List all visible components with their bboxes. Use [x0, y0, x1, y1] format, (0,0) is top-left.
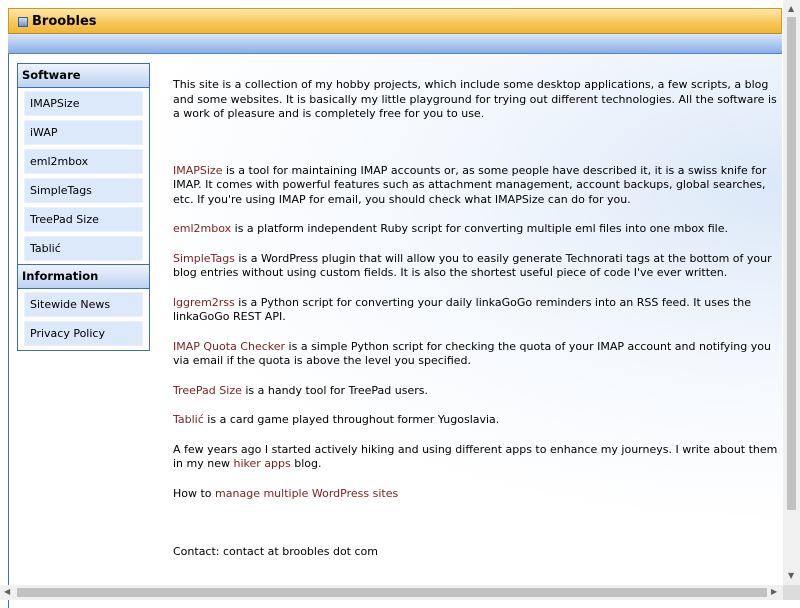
project-description: is a tool for maintaining IMAP accounts or, as some people have described it, it is a swiss knife for IMAP. It comes with powerful features such as attachment management, account backups, global searches, etc. If you're using IMAP for email, you should check what IMAPSize can do for you.: [173, 163, 767, 206]
hiking-paragraph: [173, 443, 785, 472]
project-link[interactable]: Tablić: [173, 413, 204, 426]
project-link[interactable]: IMAPSize: [173, 163, 223, 177]
software-box: [17, 63, 150, 266]
site-title: Broobles: [32, 14, 97, 29]
project-link[interactable]: SimpleTags: [173, 251, 235, 265]
hiking-text-before: A few years ago I started actively hiking and using different apps to enhance my journeys. I write about them in my new: [173, 442, 778, 470]
information-box: [17, 264, 150, 351]
square-bullet-icon: [18, 17, 28, 27]
project-imap-quota-checker: [173, 340, 785, 369]
project-description: is a simple Python script for checking the quota of your IMAP account and notifying you via email if the quota is above the level you specified.: [173, 339, 771, 367]
project-description: is a WordPress plugin that will allow you to easily generate Technorati tags at the bottom of your blog entries without using custom fields. It is also the shortest useful piece of code I've ever written.: [173, 251, 772, 279]
sidebar-item-treepad-size[interactable]: [24, 207, 143, 232]
vertical-scrollbar[interactable]: [783, 0, 800, 585]
sidebar-item-privacy-policy[interactable]: [24, 321, 143, 346]
sidebar-link[interactable]: SimpleTags: [30, 184, 92, 197]
project-tablic: [173, 413, 785, 428]
hiker-apps-link[interactable]: hiker apps: [233, 457, 291, 470]
scroll-down-arrow-icon[interactable]: ▼: [788, 571, 795, 580]
scroll-left-arrow-icon[interactable]: ◀: [4, 587, 11, 596]
project-description: is a handy tool for TreePad users.: [241, 383, 428, 397]
horizontal-scroll-thumb[interactable]: [17, 588, 767, 597]
scrollbar-corner: [783, 585, 800, 600]
sidebar-item-tablic[interactable]: [24, 236, 143, 261]
site-header: [8, 8, 782, 34]
information-heading: Information: [18, 265, 149, 289]
hiking-text-after: blog.: [290, 457, 322, 470]
main-content: [173, 78, 785, 560]
project-eml2mbox: [173, 222, 785, 237]
project-link[interactable]: lggrem2rss: [173, 295, 235, 309]
project-description: is a platform independent Ruby script for converting multiple eml files into one mbox file.: [231, 222, 728, 235]
project-treepad-size: [173, 384, 785, 399]
project-imapsize: [173, 164, 785, 208]
wordpress-paragraph: [173, 487, 785, 502]
project-simpletags: [173, 252, 785, 281]
vertical-scroll-thumb[interactable]: [787, 17, 796, 510]
contact-line: Contact: contact at broobles dot com: [173, 545, 378, 558]
scroll-up-arrow-icon[interactable]: ▲: [788, 4, 795, 13]
intro-paragraph: This site is a collection of my hobby projects, which include some desktop applications, a few scripts, a blog and some websites. It is basically my little playground for trying out different technologies. All the software is a work of pleasure and is completely free for you to use.: [173, 78, 777, 120]
sidebar-item-imapsize[interactable]: [24, 91, 143, 116]
sidebar-link[interactable]: Privacy Policy: [30, 327, 105, 340]
sidebar-link[interactable]: eml2mbox: [30, 155, 89, 168]
sidebar-link[interactable]: Sitewide News: [30, 298, 111, 311]
wordpress-link[interactable]: manage multiple WordPress sites: [215, 486, 399, 500]
nav-bar: [8, 34, 782, 54]
sidebar-link[interactable]: Tablić: [30, 242, 61, 255]
sidebar-item-eml2mbox[interactable]: [24, 149, 143, 174]
sidebar-item-iwap[interactable]: [24, 120, 143, 145]
wordpress-text-before: How to: [173, 486, 216, 500]
sidebar-link[interactable]: TreePad Size: [30, 213, 99, 226]
project-link[interactable]: IMAP Quota Checker: [173, 339, 286, 353]
scroll-right-arrow-icon[interactable]: ▶: [771, 587, 778, 596]
project-link[interactable]: eml2mbox: [173, 222, 232, 235]
sidebar-link[interactable]: iWAP: [30, 126, 58, 139]
sidebar-link[interactable]: IMAPSize: [30, 97, 80, 110]
sidebar-item-sitewide-news[interactable]: [24, 292, 143, 317]
project-link[interactable]: TreePad Size: [173, 383, 242, 397]
horizontal-scrollbar[interactable]: [0, 585, 783, 600]
software-heading: Software: [18, 64, 149, 88]
project-description: is a card game played throughout former Yugoslavia.: [203, 413, 500, 426]
sidebar-item-simpletags[interactable]: [24, 178, 143, 203]
project-description: is a Python script for converting your daily linkaGoGo reminders into an RSS feed. It uses the linkaGoGo REST API.: [173, 295, 752, 323]
project-lggrem2rss: [173, 296, 785, 325]
